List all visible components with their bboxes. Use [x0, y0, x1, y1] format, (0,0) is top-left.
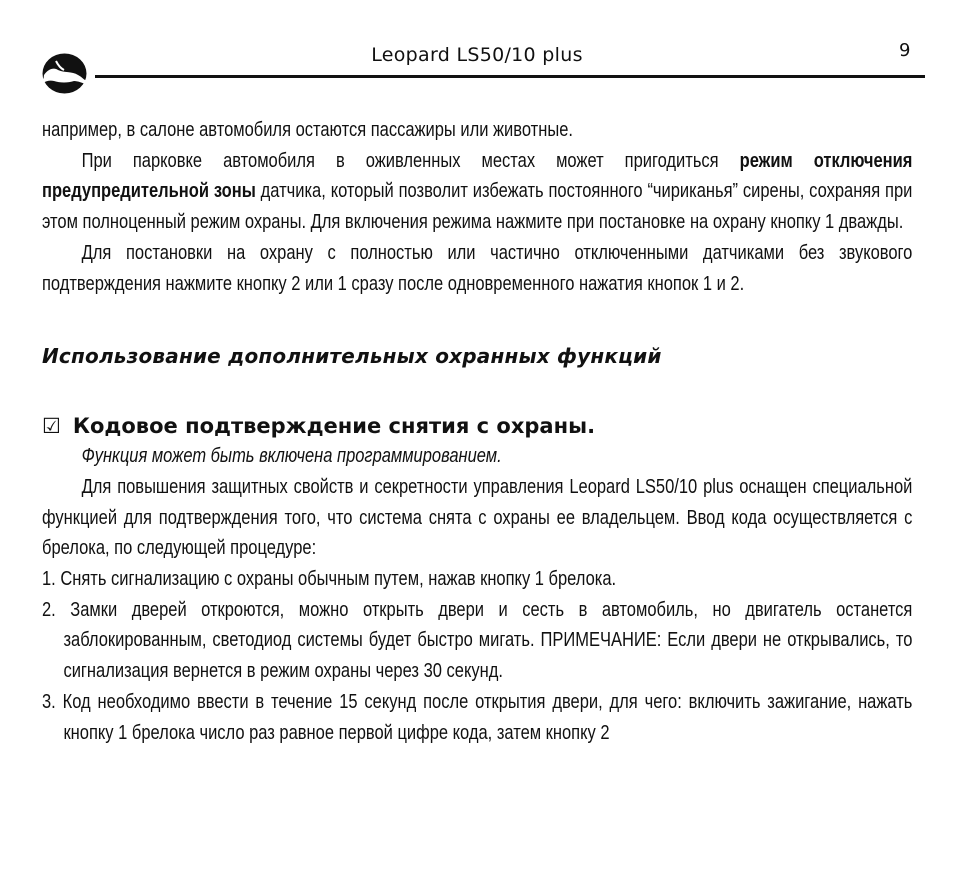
- text: При парковке автомобиля в оживленных местах может пригодиться: [81, 149, 740, 172]
- paragraph: Для постановки на охрану с полностью или частично отключенными датчиками без звукового подтверждения нажмите кнопку 2 или 1 сразу после одновременного нажатия кнопок 1 и 2.: [42, 241, 913, 295]
- bold-term: режим отключения предупредительной зоны: [42, 149, 913, 203]
- section-heading: Использование дополнительных охранных функций: [42, 344, 662, 369]
- page-body: [42, 115, 912, 748]
- feature-heading: [42, 411, 954, 441]
- text: датчика, который позволит избежать постоянного “чириканья” сирены, сохраняя при этом полноценный режим охраны. Для включения режима нажмите при постановке на охрану кнопку 1 дважды.: [42, 180, 913, 234]
- paragraph: [42, 146, 912, 238]
- list-item: 3. Код необходимо ввести в течение 15 секунд после открытия двери, для чего: включить зажигание, нажать кнопку 1 брелока число раз равное первой цифре кода, затем кнопку 2: [42, 690, 913, 744]
- checkbox-icon: ☑: [42, 414, 61, 439]
- paragraph: Для повышения защитных свойств и секретности управления Leopard LS50/10 plus оснащен специальной функцией для подтверждения того, что система снята с охраны ее владельцем. Ввод кода осуществляется с брелока, по следующей процедуре:: [42, 475, 913, 560]
- page-number: 9: [899, 40, 911, 61]
- list-item: 1. Снять сигнализацию с охраны обычным путем, нажав кнопку 1 брелока.: [42, 568, 617, 591]
- document-title: Leopard LS50/10 plus: [371, 44, 583, 66]
- list-item: 2. Замки дверей откроются, можно открыть двери и сесть в автомобиль, но двигатель останется заблокированным, светодиод системы будет быстро мигать. ПРИМЕЧАНИЕ: Если двери не открывались, то сигнализация вернется в режим охраны через 30 секунд.: [42, 598, 913, 683]
- paragraph: например, в салоне автомобиля остаются пассажиры или животные.: [42, 119, 573, 141]
- header-rule: [95, 75, 925, 78]
- feature-note: Функция может быть включена программированием.: [81, 445, 502, 468]
- feature-title: Кодовое подтверждение снятия с охраны.: [72, 414, 596, 439]
